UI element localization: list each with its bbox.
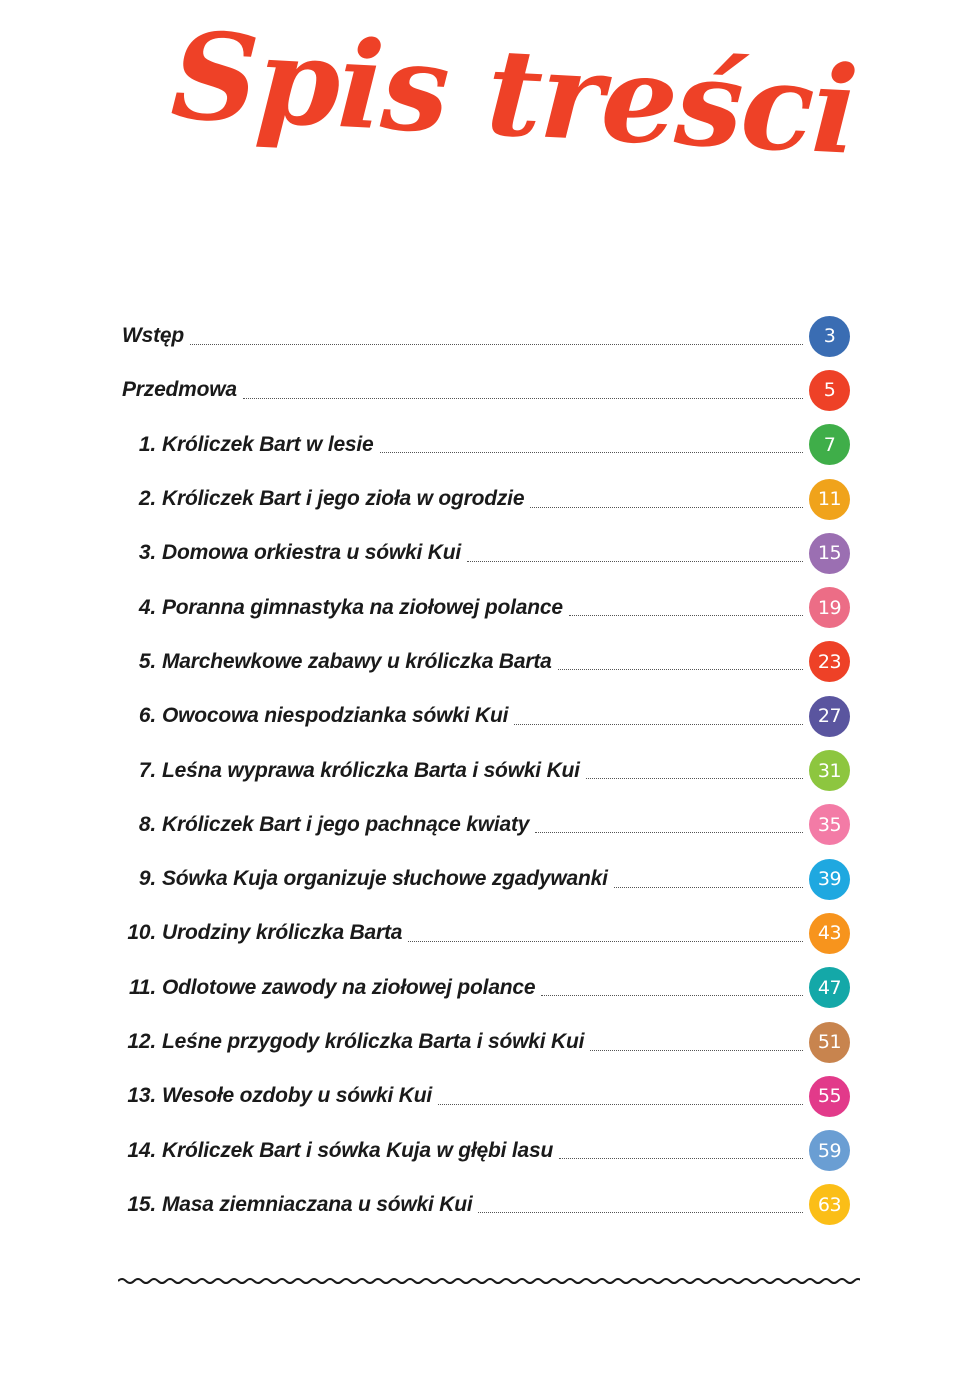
dot-leader [243, 398, 803, 399]
dot-leader [530, 507, 803, 508]
toc-entry[interactable] [122, 1123, 850, 1177]
toc-entry-label: Owocowa niespodzianka sówki Kui [162, 704, 509, 728]
page-number-badge: 3 [809, 316, 850, 357]
toc-entry-label: Leśna wyprawa króliczka Barta i sówki Kui [162, 758, 580, 782]
toc-entry[interactable] [122, 635, 850, 689]
dot-leader [408, 941, 803, 942]
page-number-badge: 39 [809, 859, 850, 900]
page-number-badge: 15 [809, 533, 850, 574]
toc-entry-number: 10. [127, 921, 156, 945]
dot-leader [586, 778, 803, 779]
toc-entry[interactable] [122, 743, 850, 797]
page-number-badge: 11 [809, 479, 850, 520]
page-number-badge: 5 [809, 370, 850, 411]
toc-entry-label: Króliczek Bart i jego zioła w ogrodzie [162, 487, 525, 511]
toc-entry-title [122, 976, 535, 1000]
toc-entry-title [122, 921, 402, 945]
toc-entry[interactable] [122, 1069, 850, 1123]
toc-entry-title [122, 596, 563, 620]
toc-entry-title [122, 813, 529, 837]
toc-entry[interactable] [122, 526, 850, 580]
dot-leader [614, 887, 803, 888]
toc-entry-label: Króliczek Bart i sówka Kuja w głębi lasu [162, 1138, 554, 1162]
page-number-badge: 55 [809, 1076, 850, 1117]
toc-entry[interactable] [122, 363, 850, 417]
toc-entry-title [122, 324, 184, 348]
dot-leader [559, 1158, 803, 1159]
dot-leader [478, 1212, 803, 1213]
toc-entry[interactable] [122, 309, 850, 363]
dot-leader [590, 1050, 803, 1051]
toc-entry-label: Domowa orkiestra u sówki Kui [162, 541, 461, 565]
toc-entry[interactable] [122, 961, 850, 1015]
dot-leader [438, 1104, 803, 1105]
dot-leader [514, 724, 803, 725]
toc-entry-number: 2. [138, 487, 156, 511]
toc-entry-label: Urodziny króliczka Barta [162, 921, 403, 945]
toc-entry-number: 8. [138, 812, 156, 836]
toc-entry-title [122, 704, 508, 728]
toc-entry-title [122, 867, 608, 891]
toc-entry-label: Sówka Kuja organizuje słuchowe zgadywanki [162, 867, 608, 891]
toc-entry-title [122, 1084, 432, 1108]
page-number-badge: 35 [809, 804, 850, 845]
toc-entry-number: 15. [127, 1192, 156, 1216]
toc-entry-title [122, 378, 237, 402]
page-number-badge: 23 [809, 641, 850, 682]
toc-entry-number: 14. [127, 1138, 156, 1162]
toc-entry-title [122, 1030, 584, 1054]
toc-entry-label: Marchewkowe zabawy u króliczka Barta [162, 649, 552, 673]
toc-entry[interactable] [122, 418, 850, 472]
toc-entry[interactable] [122, 580, 850, 634]
toc-entry-label: Króliczek Bart w lesie [162, 432, 374, 456]
page-number-badge: 47 [809, 967, 850, 1008]
dot-leader [541, 995, 803, 996]
toc-entry-number: 6. [138, 704, 156, 728]
dot-leader [558, 669, 803, 670]
toc-entry-title [122, 433, 374, 457]
toc-entry[interactable] [122, 1015, 850, 1069]
toc-entry[interactable] [122, 472, 850, 526]
page-number-badge: 27 [809, 696, 850, 737]
toc-entry-number: 7. [138, 758, 156, 782]
toc-entry-number: 11. [128, 975, 156, 999]
page-number-badge: 63 [809, 1184, 850, 1225]
toc-entry[interactable] [122, 1178, 850, 1232]
toc-entry-label: Wesołe ozdoby u sówki Kui [162, 1084, 432, 1108]
toc-entry-label: Odlotowe zawody na ziołowej polance [162, 975, 536, 999]
toc-entry-title [122, 487, 524, 511]
page-number-badge: 43 [809, 913, 850, 954]
toc-entry-label: Leśne przygody króliczka Barta i sówki Kui [162, 1030, 585, 1053]
page-number-badge: 19 [809, 587, 850, 628]
toc-entry-number: 4. [138, 595, 156, 619]
toc-entry-title [122, 1193, 472, 1217]
toc-entry-number: 3. [138, 541, 156, 565]
toc-entry-title [122, 759, 580, 783]
dot-leader [535, 832, 803, 833]
page-number-badge: 31 [809, 750, 850, 791]
toc-entry-label: Przedmowa [122, 378, 237, 402]
toc-entry-number: 9. [138, 867, 156, 891]
toc-entry[interactable] [122, 906, 850, 960]
page-number-badge: 7 [809, 424, 850, 465]
toc-entry-number: 12. [127, 1030, 156, 1053]
page-title: Spis treści [168, 5, 860, 182]
dot-leader [190, 344, 803, 345]
dot-leader [467, 561, 803, 562]
toc-entry[interactable] [122, 798, 850, 852]
toc-entry[interactable] [122, 689, 850, 743]
page-number-badge: 51 [809, 1022, 850, 1063]
toc-entry-label: Poranna gimnastyka na ziołowej polance [162, 595, 563, 619]
toc-entry-number: 13. [127, 1084, 156, 1108]
toc-entry-label: Masa ziemniaczana u sówki Kui [162, 1192, 473, 1216]
dot-leader [380, 452, 803, 453]
dot-leader [569, 615, 803, 616]
toc-entry[interactable] [122, 852, 850, 906]
toc-entry-number: 1. [138, 432, 156, 456]
table-of-contents [122, 309, 850, 1232]
wavy-divider [118, 1272, 860, 1290]
toc-entry-label: Wstęp [122, 324, 185, 348]
toc-entry-label: Króliczek Bart i jego pachnące kwiaty [162, 812, 530, 836]
page-number-badge: 59 [809, 1130, 850, 1171]
toc-entry-number: 5. [138, 649, 156, 673]
toc-entry-title [122, 650, 552, 674]
toc-entry-title [122, 1139, 553, 1163]
toc-entry-title [122, 541, 461, 565]
